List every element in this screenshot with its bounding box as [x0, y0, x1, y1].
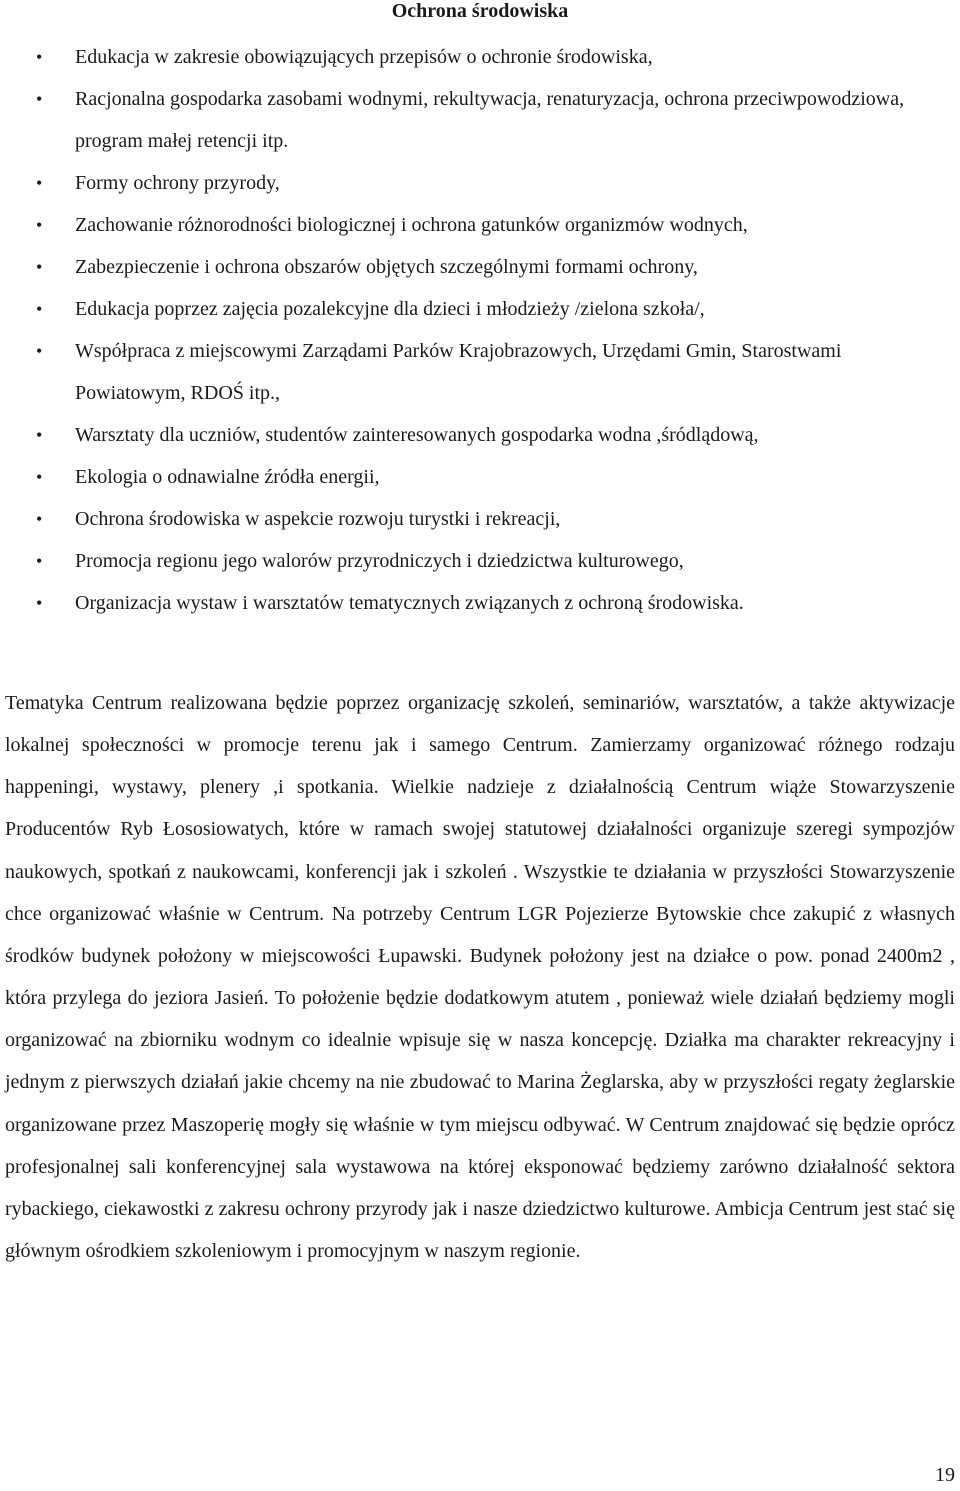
list-item-text: Współpraca z miejscowymi Zarządami Parków Krajobrazowych, Urzędami Gmin, Starostwami Powiatowym, RDOŚ itp., [75, 340, 842, 404]
bullet-icon: • [36, 425, 43, 445]
bullet-icon: • [36, 47, 43, 67]
list-item [0, 288, 960, 330]
list-item-text: Formy ochrony przyrody, [75, 172, 280, 194]
bullet-icon: • [36, 509, 43, 529]
list-item-text: Organizacja wystaw i warsztatów tematycznych związanych z ochroną środowiska. [75, 592, 744, 614]
list-item-text: Edukacja w zakresie obowiązujących przepisów o ochronie środowiska, [75, 46, 653, 68]
bullet-list [0, 36, 960, 624]
section-heading: Ochrona środowiska [391, 0, 569, 22]
bullet-icon: • [36, 215, 43, 235]
list-item [0, 540, 960, 582]
list-item [0, 162, 960, 204]
bullet-icon: • [36, 257, 43, 277]
list-item-text: Ekologia o odnawialne źródła energii, [75, 466, 380, 488]
list-item-text: Zachowanie różnorodności biologicznej i ochrona gatunków organizmów wodnych, [75, 214, 748, 236]
list-item-text: Ochrona środowiska w aspekcie rozwoju turystki i rekreacji, [75, 508, 561, 530]
page-number: 19 [935, 1464, 955, 1486]
body-paragraph: Tematyka Centrum realizowana będzie poprzez organizację szkoleń, seminariów, warsztatów, a także aktywizacje lokalnej społeczności w promocje terenu jak i samego Centrum. Zamierzamy organizować różnego rodzaju happeningi, wystawy, plenery ,i spotkania. Wielkie nadzieje z działalnością Centrum wiąże Stowarzyszenie Producentów Ryb Łososiowatych, które w ramach swojej statutowej działalności organizuje szeregi sympozjów naukowych, spotkań z naukowcami, konferencji jak i szkoleń . Wszystkie te działania w przyszłości Stowarzyszenie chce organizować właśnie w Centrum. Na potrzeby Centrum LGR Pojezierze Bytowskie chce zakupić z własnych środków budynek położony w miejscowości Łupawski. Budynek położony jest na działce o pow. ponad 2400m2 , która przylega do jeziora Jasień. To położenie będzie dodatkowym atutem , ponieważ wiele działań będziemy mogli organizować na zbiorniku wodnym co idealnie wpisuje się w nasza koncepcję. Działka ma charakter rekreacyjny i jednym z pierwszych działań jakie chcemy na nie zbudować to Marina Żeglarska, aby w przyszłości regaty żeglarskie organizowane przez Maszoperię mogły się właśnie w tym miejscu odbywać. W Centrum znajdować się będzie oprócz profesjonalnej sali konferencyjnej sala wystawowa na której eksponować będziemy zarówno działalność sektora rybackiego, ciekawostki z zakresu ochrony przyrody jak i nasze dziedzictwo kulturowe. Ambicja Centrum jest stać się głównym ośrodkiem szkoleniowym i promocyjnym w naszym regionie. [5, 692, 955, 1263]
list-item [0, 582, 960, 624]
list-item [0, 204, 960, 246]
bullet-icon: • [36, 593, 43, 613]
list-item [0, 36, 960, 78]
list-item [0, 414, 960, 456]
list-item [0, 330, 960, 414]
bullet-icon: • [36, 341, 43, 361]
list-item-text: Promocja regionu jego walorów przyrodniczych i dziedzictwa kulturowego, [75, 550, 684, 572]
bullet-icon: • [36, 299, 43, 319]
list-item [0, 498, 960, 540]
list-item-text: Racjonalna gospodarka zasobami wodnymi, rekultywacja, renaturyzacja, ochrona przeciwpowodziowa, program małej retencji itp. [75, 88, 905, 152]
list-item-text: Edukacja poprzez zajęcia pozalekcyjne dla dzieci i młodzieży /zielona szkoła/, [75, 298, 705, 320]
bullet-icon: • [36, 467, 43, 487]
list-item [0, 456, 960, 498]
list-item-text: Zabezpieczenie i ochrona obszarów objętych szczególnymi formami ochrony, [75, 256, 698, 278]
bullet-icon: • [36, 173, 43, 193]
list-item-text: Warsztaty dla uczniów, studentów zainteresowanych gospodarka wodna ,śródlądową, [75, 424, 759, 446]
list-item [0, 246, 960, 288]
bullet-icon: • [36, 89, 43, 109]
list-item [0, 78, 960, 162]
bullet-icon: • [36, 551, 43, 571]
